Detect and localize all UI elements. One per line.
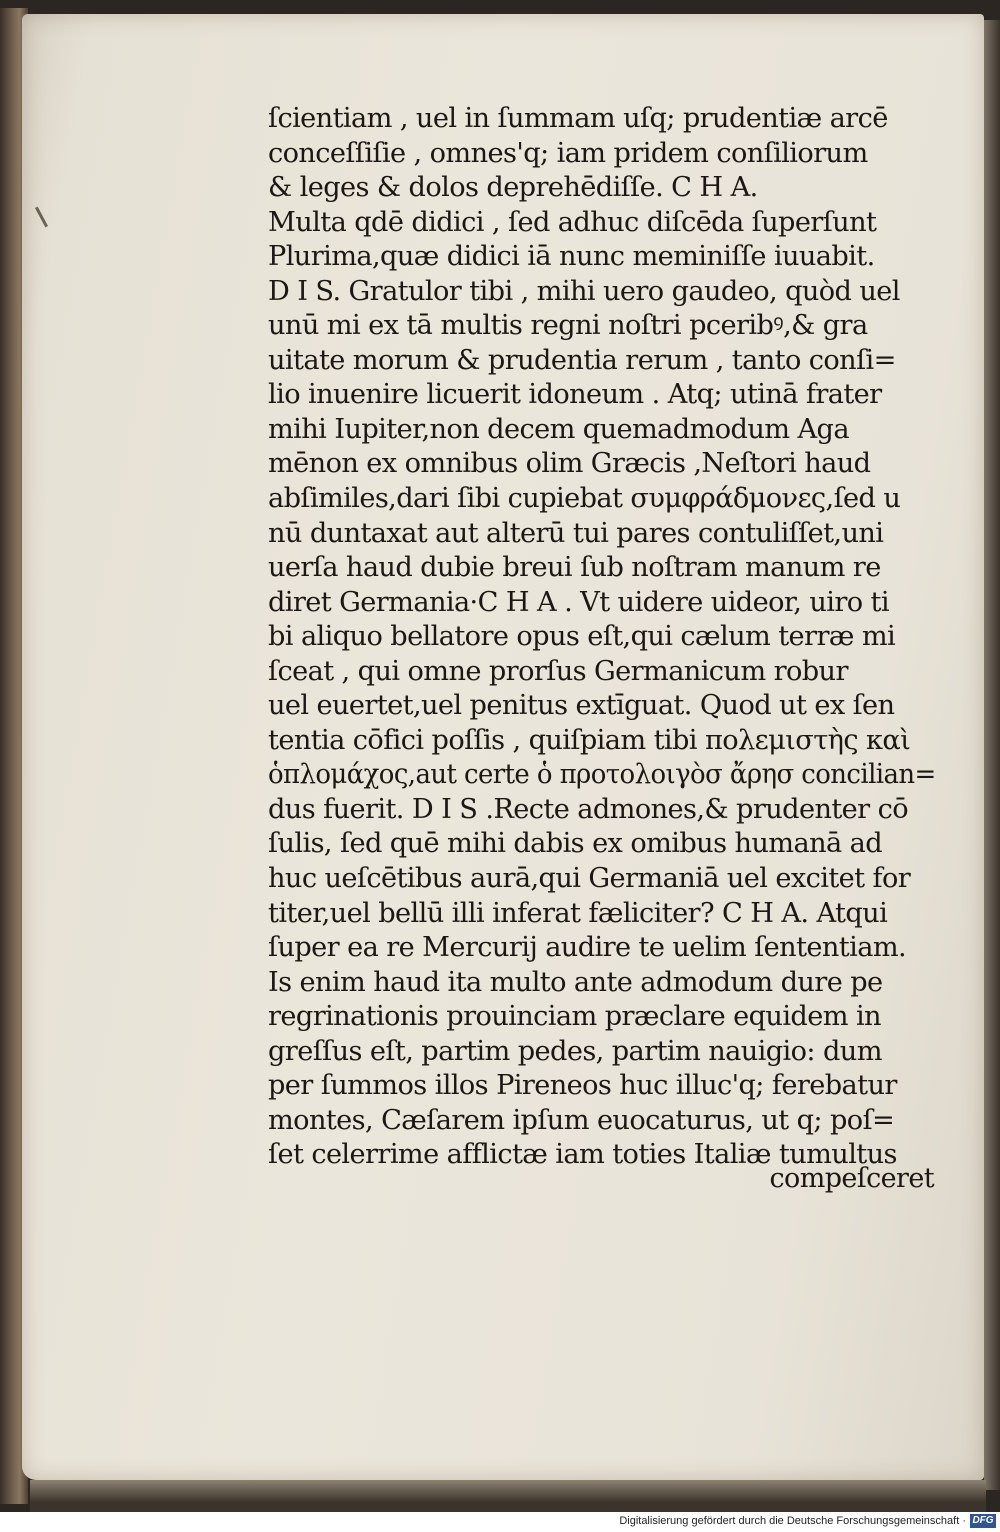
text-line: diret Germania·C H A . Vt uidere uideor, uiro ti — [268, 586, 889, 618]
text-line: nū duntaxat aut alterū tui pares contuliſſet,uni — [268, 517, 884, 549]
text-line: dus fuerit. D I S .Recte admones,& prudenter cō — [268, 793, 909, 825]
text-line: mēnon ex omnibus olim Græcis ,Neſtori haud — [268, 448, 871, 480]
text-line: ſcientiam , uel in ſummam uſq; prudentiæ arcē — [268, 103, 888, 134]
text-line: ſuper ea re Mercurij audire te uelim ſententiam. — [268, 932, 907, 964]
footer-credit: Digitalisierung gefördert durch die Deutsche Forschungsgemeinschaft · — [619, 1515, 966, 1527]
text-line: ſulis, ſed quē mihi dabis ex omibus humanā ad — [268, 828, 883, 860]
text-line: conceſſiſie , omnes'q; iam pridem conſiliorum — [268, 137, 868, 169]
text-line: mihi Iupiter,non decem quemadmodum Aga — [268, 413, 849, 445]
text-line: huc ueſcētibus aurā,qui Germaniā uel excitet for — [268, 863, 911, 895]
text-line: tentia cōfici poſſis , quiſpiam tibi πολεμιστὴς καὶ — [268, 724, 911, 756]
text-line: & leges & dolos deprehēdiſſe. C H A. — [268, 172, 758, 204]
text-line: Plurima,quæ didici iā nunc meminiſſe iuuabit. — [268, 241, 875, 273]
text-line: titer,uel bellū illi inferat fæliciter? C H A. Atqui — [268, 897, 888, 929]
text-line: uerſa haud dubie breui ſub noſtram manum re — [268, 552, 881, 584]
digitization-footer — [0, 1512, 1000, 1532]
page-text-block — [268, 102, 936, 1173]
text-line: abſimiles,dari ſibi cupiebat συμφράδμονες,ſed u — [268, 483, 901, 515]
page-right-edge — [984, 20, 1000, 1490]
text-line: lio inuenire licuerit idoneum . Atq; utinā frater — [268, 379, 882, 411]
text-line: ſceat , qui omne prorſus Germanicum robur — [268, 655, 848, 687]
page-bottom-edge — [30, 1480, 986, 1512]
text-line: Multa qdē didici , ſed adhuc diſcēda ſuperſunt — [268, 206, 877, 238]
text-line: ὁπλομάχος,aut certe ὁ προτολοιγὸσ ἄρησ concilian= — [268, 759, 936, 791]
text-line: montes, Cæſarem ipſum euocaturus, ut q; poſ= — [268, 1104, 895, 1136]
text-line: D I S. Gratulor tibi , mihi uero gaudeo, quòd uel — [268, 275, 900, 307]
text-line: uel euertet,uel penitus extīguat. Quod ut ex ſen — [268, 690, 895, 722]
text-line: unū mi ex tā multis regni noſtri pceribꝰ,& gra — [268, 310, 868, 342]
text-line: bi aliquo bellatore opus eſt,qui cælum terræ mi — [268, 621, 896, 653]
text-line: Is enim haud ita multo ante admodum dure pe — [268, 966, 883, 998]
text-line: uitate morum & prudentia rerum , tanto conſi= — [268, 344, 896, 376]
dfg-logo: DFG — [970, 1514, 996, 1528]
text-line: ſet celerrime afflictæ iam toties Italiæ tumultus — [268, 1139, 897, 1171]
catchword: compeſceret — [769, 1163, 934, 1194]
text-line: per ſummos illos Pireneos huc illuc'q; ferebatur — [268, 1070, 897, 1102]
text-line: regrinationis prouinciam præclare equidem in — [268, 1001, 881, 1033]
text-line: greſſus eſt, partim pedes, partim nauigio: dum — [268, 1035, 882, 1067]
